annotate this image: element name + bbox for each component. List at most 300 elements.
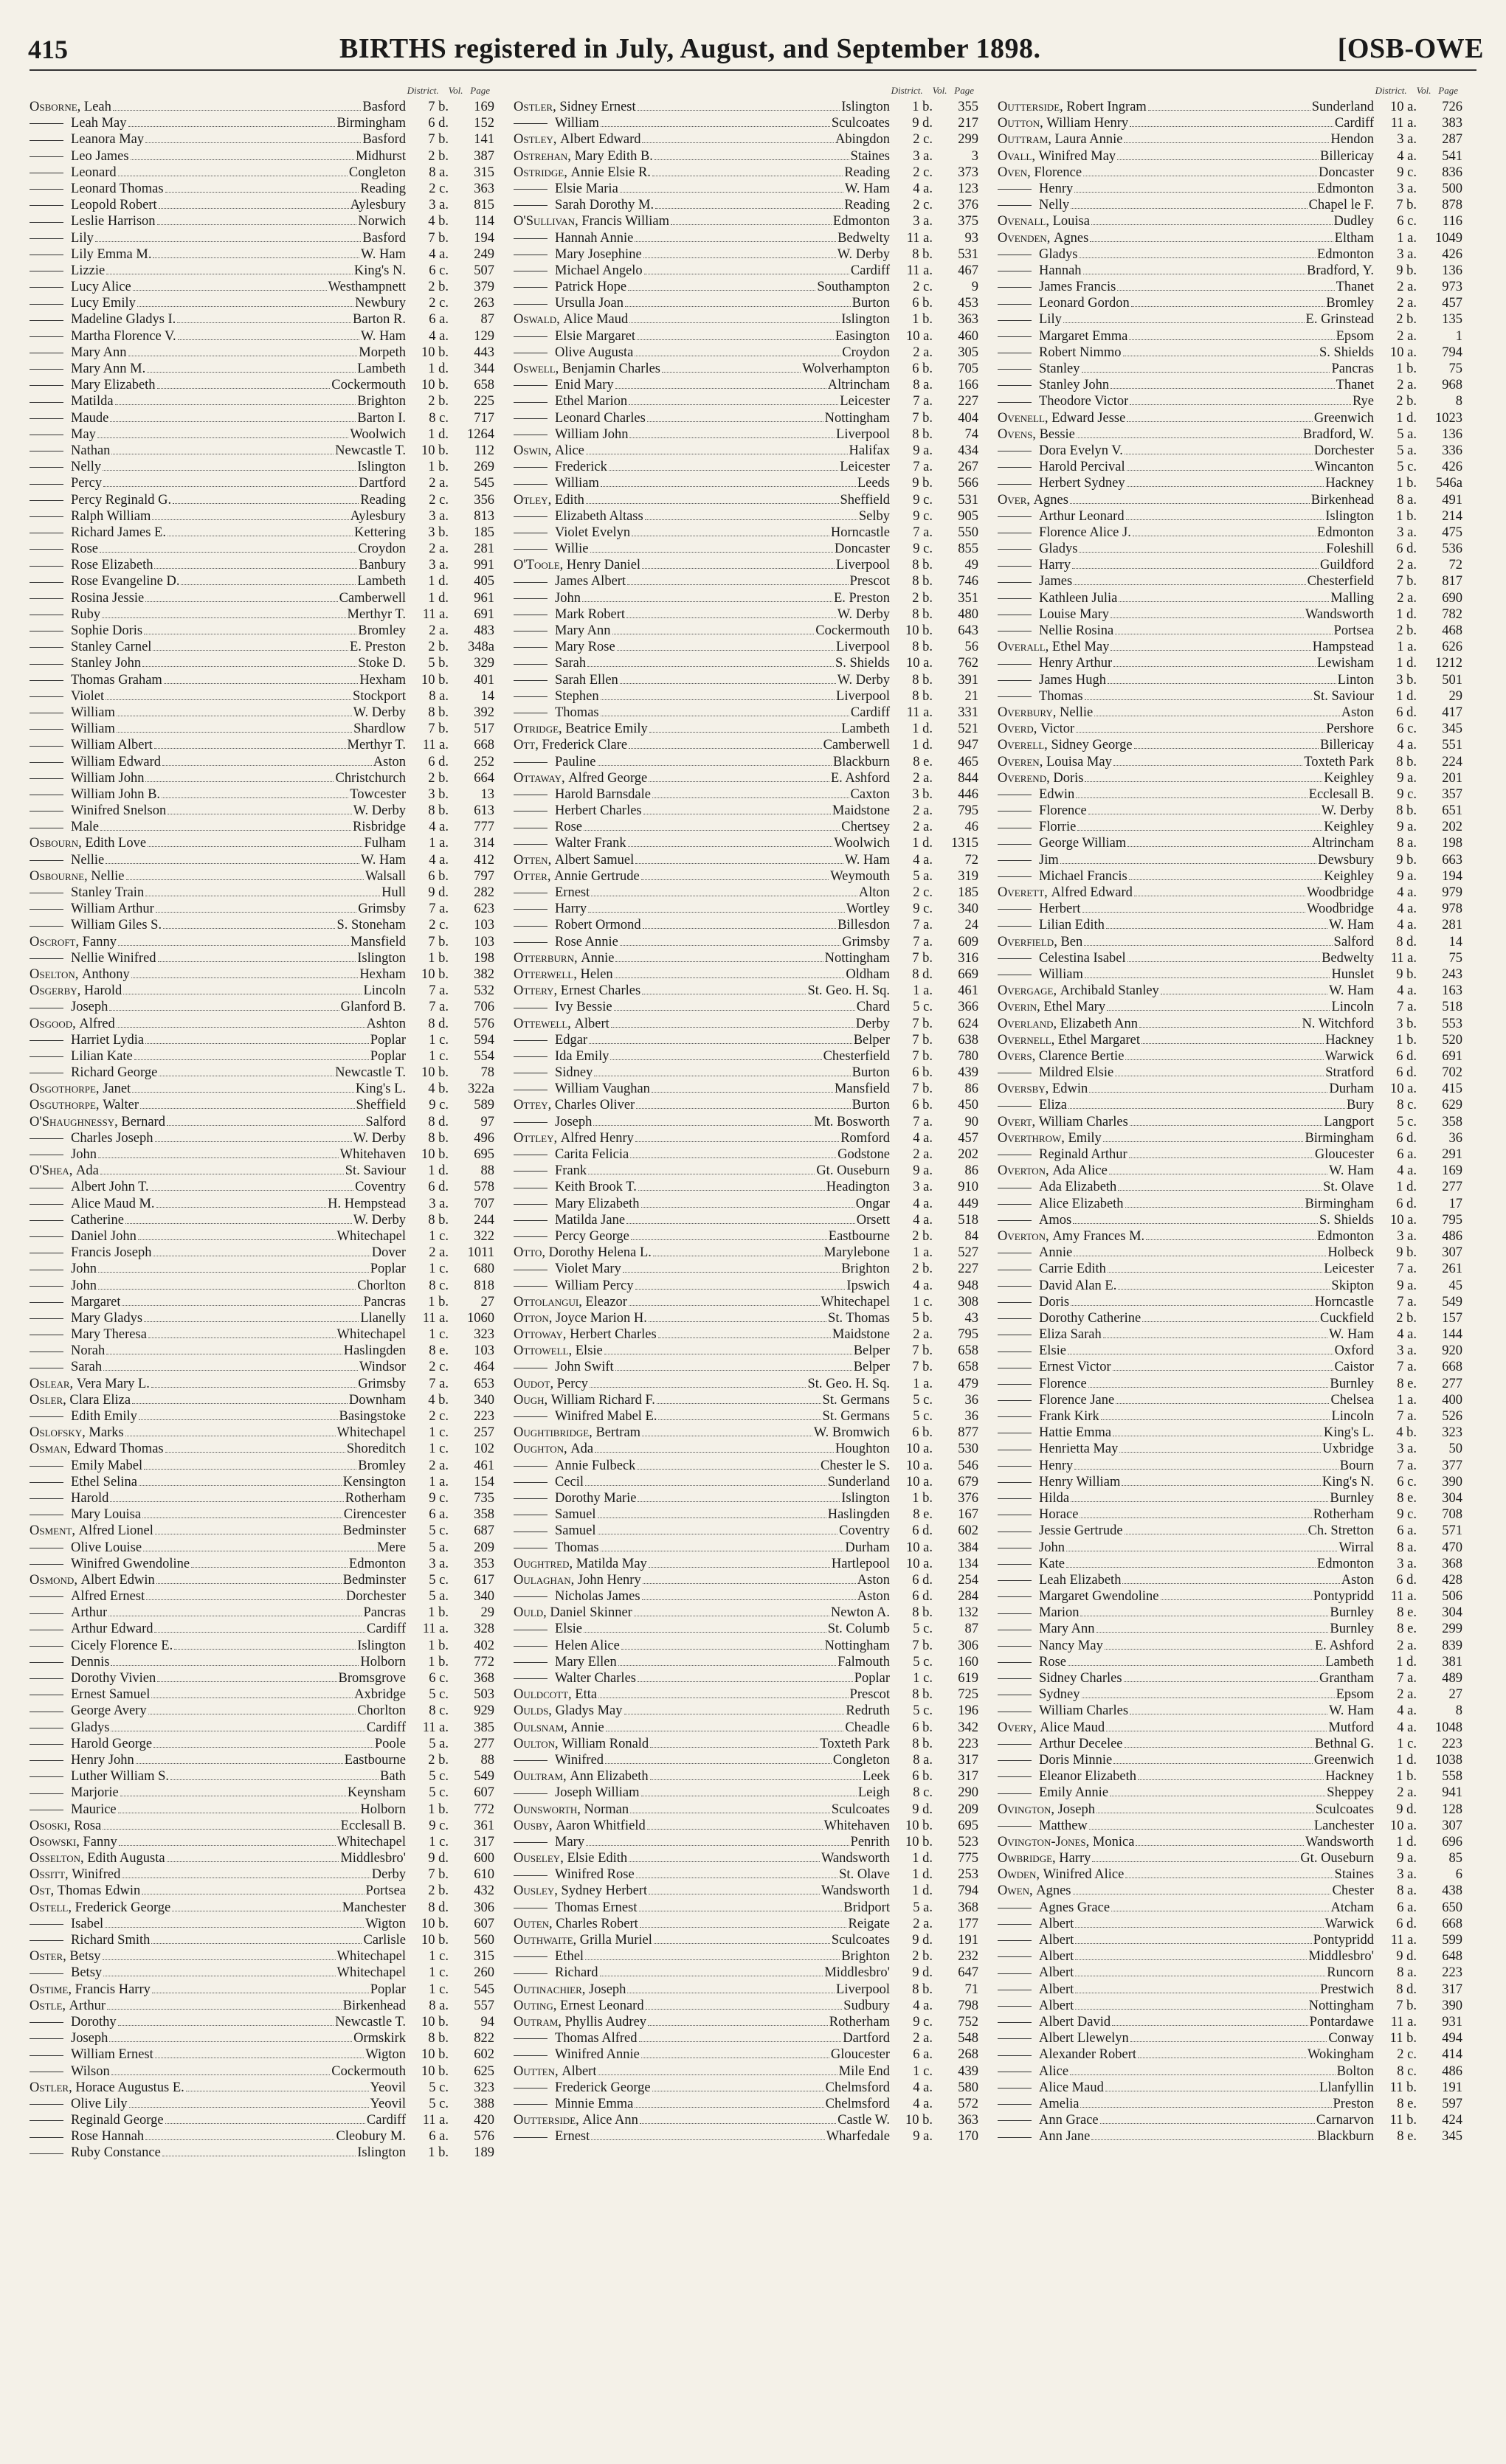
index-entry [30, 557, 494, 573]
entry-page: 387 [474, 148, 494, 164]
entry-page: 74 [964, 426, 978, 442]
entry-page: 420 [474, 2113, 494, 2128]
entry-volume: 3 a. [429, 508, 449, 524]
entry-volume: 4 a. [913, 2080, 933, 2095]
entry-volume: 11 b. [1389, 2113, 1417, 2128]
index-entry [514, 1768, 978, 1785]
index-entry [30, 835, 494, 851]
entry-given-names: Celestina Isabel [1039, 950, 1126, 966]
entry-page: 968 [1442, 378, 1462, 393]
entry-district: Birkenhead [342, 1998, 406, 2013]
leader-dots [145, 601, 337, 602]
ditto-dash [30, 1056, 63, 1057]
entry-page: 177 [958, 1916, 978, 1931]
entry-district: Bromsgrove [338, 1671, 406, 1686]
entry-given-names: Ernest Leonard [560, 1998, 644, 2013]
ditto-dash [514, 1171, 548, 1172]
entry-name [514, 983, 640, 999]
entry-volume: 4 a. [1397, 901, 1417, 917]
entry-district: Bethnal G. [1314, 1736, 1374, 1751]
entry-name [30, 1802, 117, 1818]
entry-surname: Osmond, [30, 1572, 81, 1588]
leader-dots [162, 797, 348, 798]
entry-name [30, 1130, 153, 1146]
entry-given-names: Rose [71, 541, 98, 557]
entry-volume: 7 a. [913, 394, 933, 409]
index-entry [998, 361, 1462, 377]
entry-given-names: Hannah [1039, 263, 1082, 278]
entry-volume: 1 c. [429, 1834, 449, 1849]
entry-volume: 6 d. [1396, 705, 1417, 720]
index-entry [998, 1245, 1462, 1261]
entry-volume: 4 a. [913, 181, 933, 196]
entry-page: 589 [474, 1098, 494, 1113]
entry-district: Merthyr T. [347, 606, 406, 622]
ditto-dash [514, 762, 548, 763]
entry-district: S. Stoneham [336, 918, 406, 933]
index-entry [514, 1654, 978, 1670]
leader-dots [630, 1157, 836, 1158]
entry-name [30, 295, 136, 311]
entry-district: Liverpool [836, 558, 890, 573]
entry-volume: 10 a. [906, 1458, 933, 1473]
entry-volume: 8 b. [1396, 803, 1417, 819]
ditto-dash [998, 1286, 1032, 1287]
leader-dots [100, 552, 356, 553]
entry-given-names: Robert Ingram [1066, 100, 1147, 114]
entry-page: 316 [958, 950, 978, 966]
entry-district: Portsea [1333, 623, 1374, 638]
entry-district: Maidstone [832, 1327, 890, 1343]
entry-name [998, 1245, 1072, 1261]
entry-volume: 8 b. [912, 558, 933, 573]
entry-district: Godstone [837, 1147, 890, 1162]
entry-district: Poplar [370, 1262, 406, 1277]
entry-name [30, 1998, 106, 2014]
ditto-dash [998, 1580, 1032, 1581]
entry-page: 947 [958, 738, 978, 753]
entry-district: Glanford B. [340, 1000, 406, 1015]
index-entry [30, 688, 494, 705]
entry-page: 323 [474, 2080, 494, 2095]
entry-volume: 1 c. [1397, 1736, 1417, 1751]
entry-given-names: Herbert Charles [570, 1327, 657, 1343]
leader-dots [145, 1043, 369, 1044]
ditto-dash [998, 336, 1032, 337]
entry-page: 629 [1442, 1098, 1462, 1113]
entry-volume: 1 d. [912, 1867, 933, 1883]
ditto-dash [514, 238, 548, 239]
entry-name [998, 1343, 1066, 1359]
entry-district: Whitechapel [336, 1425, 406, 1441]
entry-name [514, 131, 640, 148]
index-entry [998, 230, 1462, 246]
leader-dots [1085, 977, 1330, 978]
entry-name [998, 99, 1147, 115]
leader-dots [642, 568, 835, 569]
index-entry [998, 557, 1462, 573]
entry-volume: 8 c. [1397, 1098, 1417, 1113]
index-entry [998, 1998, 1462, 2014]
index-entry [514, 377, 978, 393]
entry-volume: 7 a. [1397, 1671, 1417, 1686]
entry-name [998, 803, 1087, 819]
entry-volume: 3 a. [1397, 1867, 1417, 1883]
entry-page: 21 [964, 688, 978, 704]
entry-volume: 2 a. [429, 476, 449, 491]
entry-district: Epsom [1336, 328, 1374, 344]
entry-page: 253 [958, 1867, 978, 1883]
leader-dots [148, 846, 362, 847]
index-entry [30, 246, 494, 263]
entry-given-names: Rose Annie [555, 934, 618, 949]
entry-name [998, 1408, 1099, 1425]
leader-dots [590, 1387, 806, 1388]
entry-district: Hunslet [1331, 966, 1374, 982]
entry-district: Eastbourne [344, 1752, 406, 1768]
ditto-dash [30, 566, 63, 567]
leader-dots [615, 961, 823, 962]
index-column-3 [998, 83, 1462, 2429]
entry-volume: 4 a. [913, 1196, 933, 1211]
entry-given-names: Aaron Whitfield [556, 1818, 646, 1833]
entry-volume: 7 b. [428, 721, 449, 737]
entry-page: 948 [958, 1278, 978, 1293]
entry-district: Hendon [1330, 132, 1374, 148]
entry-district: Edmonton [1316, 181, 1374, 196]
entry-page: 314 [474, 836, 494, 851]
entry-volume: 8 c. [429, 410, 449, 426]
index-columns [30, 83, 1484, 2429]
entry-name [514, 754, 596, 770]
entry-surname: Ostler, [30, 2080, 76, 2095]
entry-name [998, 197, 1069, 213]
entry-page: 553 [1442, 1016, 1462, 1031]
entry-given-names: Maurice [71, 1802, 117, 1817]
entry-given-names: Francis William [581, 214, 669, 229]
ditto-dash [998, 1596, 1032, 1597]
column-header [514, 83, 978, 99]
leader-dots [132, 1092, 354, 1093]
entry-given-names: Betsy [69, 1949, 101, 1965]
leader-dots [1084, 945, 1332, 946]
entry-surname: Overend, [998, 770, 1054, 786]
entry-volume: 2 a. [1397, 590, 1417, 606]
entry-given-names: Rose [555, 820, 582, 835]
ditto-dash [30, 484, 63, 485]
entry-surname: Ouldcott, [514, 1687, 576, 1703]
leader-dots [629, 748, 822, 749]
ditto-dash [30, 336, 63, 337]
leader-dots [658, 1337, 831, 1338]
entry-volume: 2 c. [429, 492, 449, 508]
entry-name [998, 885, 1133, 901]
entry-given-names: Albert Samuel [554, 852, 635, 868]
entry-name [514, 1032, 587, 1048]
entry-page: 461 [474, 1458, 494, 1473]
entry-surname: Overton, [998, 1163, 1053, 1179]
entry-given-names: Gladys [1039, 541, 1078, 557]
entry-surname: Osgerby, [30, 983, 84, 999]
entry-given-names: William John B. [71, 786, 161, 802]
entry-name [998, 165, 1082, 181]
entry-volume: 7 b. [428, 1867, 449, 1883]
leader-dots [1119, 601, 1329, 602]
leader-dots [98, 1157, 339, 1158]
entry-page: 223 [474, 1409, 494, 1424]
entry-name [30, 115, 127, 131]
entry-given-names: Joseph [1057, 1802, 1095, 1817]
index-entry [30, 1065, 494, 1081]
entry-district: Houghton [835, 1442, 890, 1457]
entry-page: 8 [1455, 394, 1462, 409]
index-entry [998, 606, 1462, 623]
index-entry [998, 868, 1462, 885]
entry-name [998, 754, 1112, 770]
entry-volume: 8 e. [1397, 1490, 1417, 1506]
entry-volume: 4 b. [428, 1392, 449, 1408]
entry-name [998, 966, 1083, 983]
entry-page: 304 [1442, 1490, 1462, 1506]
entry-name [30, 279, 131, 295]
index-entry [998, 246, 1462, 263]
entry-surname: Oswin, [514, 443, 555, 458]
entry-district: Congleton [348, 165, 406, 180]
ditto-dash [30, 1940, 63, 1941]
entry-volume: 6 a. [1397, 1900, 1417, 1915]
ditto-dash [30, 156, 63, 157]
entry-name [514, 590, 581, 606]
entry-name [30, 459, 101, 475]
index-entry [514, 1948, 978, 1965]
entry-volume: 1 d. [1396, 410, 1417, 426]
entry-given-names: Harry [555, 901, 587, 917]
entry-given-names: Louise Mary [1039, 606, 1110, 622]
index-entry [998, 263, 1462, 279]
entry-district: Halifax [849, 443, 890, 458]
entry-name [998, 1441, 1118, 1457]
entry-volume: 11 a. [906, 263, 933, 278]
entry-given-names: Albert [574, 1016, 609, 1031]
entry-page: 794 [1442, 345, 1462, 360]
index-entry [30, 606, 494, 623]
entry-given-names: William John [555, 426, 629, 442]
entry-name [514, 1818, 646, 1834]
entry-name [30, 1768, 169, 1785]
leader-dots [173, 503, 359, 504]
entry-name [30, 2030, 108, 2046]
entry-page: 780 [958, 1048, 978, 1064]
leader-dots [1131, 306, 1324, 307]
ditto-dash [30, 909, 63, 910]
index-entry [30, 901, 494, 917]
entry-given-names: Arthur [71, 1605, 108, 1621]
entry-given-names: Ethel Marion [555, 394, 628, 409]
entry-volume: 4 a. [1397, 1327, 1417, 1343]
leader-dots [647, 421, 823, 422]
entry-volume: 9 c. [913, 492, 933, 508]
entry-volume: 6 d. [912, 1572, 933, 1588]
index-entry [998, 1359, 1462, 1375]
entry-district: Burnley [1330, 1490, 1374, 1506]
entry-volume: 8 c. [429, 1703, 449, 1719]
entry-name [998, 459, 1125, 475]
leader-dots [131, 159, 355, 160]
entry-district: Basford [362, 100, 406, 114]
entry-page: 281 [474, 541, 494, 557]
entry-district: W. Ham [1329, 983, 1374, 999]
entry-name [30, 426, 96, 443]
index-entry [998, 410, 1462, 426]
entry-page: 453 [958, 296, 978, 311]
entry-surname: Owden, [998, 1867, 1043, 1883]
ditto-dash [514, 402, 548, 403]
entry-page: 546a [1436, 476, 1462, 491]
entry-district: Woolwich [834, 836, 890, 851]
entry-district: Sunderland [1311, 100, 1374, 114]
entry-given-names: Sarah Ellen [555, 672, 618, 688]
leader-dots [629, 1861, 820, 1862]
index-entry [514, 639, 978, 655]
entry-page: 532 [474, 983, 494, 999]
entry-name [30, 2046, 153, 2063]
leader-dots [628, 290, 815, 291]
entry-page: 450 [958, 1098, 978, 1113]
entry-district: Staines [1334, 1867, 1374, 1883]
entry-given-names: Richard [555, 1965, 598, 1981]
leader-dots [662, 372, 801, 373]
entry-page: 647 [958, 1965, 978, 1981]
entry-page: 746 [958, 574, 978, 589]
entry-name [998, 770, 1083, 786]
entry-name [514, 1343, 603, 1359]
entry-given-names: Ada Elizabeth [1039, 1180, 1117, 1195]
entry-district: Hackney [1325, 1032, 1374, 1048]
entry-volume: 6 d. [1396, 1916, 1417, 1931]
entry-given-names: Francis Joseph [71, 1245, 152, 1261]
entry-page: 822 [474, 2031, 494, 2046]
ditto-dash [30, 2120, 63, 2121]
entry-surname: Osman, [30, 1442, 75, 1457]
entry-page: 267 [958, 460, 978, 475]
index-entry [30, 1474, 494, 1490]
entry-given-names: Fanny [82, 934, 117, 949]
entry-district: Chertsey [841, 820, 890, 835]
entry-district: Merthyr T. [347, 738, 406, 753]
entry-name [514, 246, 642, 263]
entry-given-names: Thomas [555, 705, 599, 720]
entry-name [514, 541, 589, 557]
index-entry [514, 1965, 978, 1981]
entry-volume: 8 a. [429, 688, 449, 704]
entry-name [998, 230, 1088, 246]
entry-district: Birmingham [1305, 1130, 1374, 1146]
index-entry [514, 852, 978, 868]
ditto-dash [998, 664, 1032, 665]
entry-name [998, 655, 1112, 671]
index-entry [514, 1900, 978, 1916]
entry-given-names: Marion [1039, 1605, 1080, 1621]
entry-volume: 4 a. [913, 1278, 933, 1293]
entry-district: Blackburn [832, 754, 890, 769]
index-entry [998, 345, 1462, 361]
entry-surname: Osbourn, [30, 836, 86, 851]
index-entry [30, 1752, 494, 1768]
leader-dots [181, 584, 356, 585]
entry-name [514, 2046, 640, 2063]
entry-given-names: Harry [1039, 558, 1071, 573]
ditto-dash [998, 189, 1032, 190]
entry-page: 557 [474, 1998, 494, 2013]
entry-district: King's N. [1322, 1474, 1374, 1489]
entry-given-names: Rosina Jessie [71, 590, 145, 606]
entry-name [514, 1621, 582, 1637]
entry-district: Langport [1324, 1114, 1374, 1129]
entry-page: 290 [958, 1785, 978, 1801]
entry-volume: 1 b. [428, 1654, 449, 1669]
entry-given-names: Ernest [555, 885, 590, 900]
entry-name [998, 1556, 1065, 1572]
entry-page: 501 [1442, 672, 1462, 688]
entry-given-names: Harold [83, 983, 122, 999]
index-entry [514, 1703, 978, 1719]
entry-page: 931 [1442, 2014, 1462, 2029]
entry-surname: Ovenall, [998, 214, 1053, 229]
entry-district: Edmonton [1316, 1228, 1374, 1244]
entry-volume: 8 e. [1397, 1376, 1417, 1391]
entry-given-names: Thomas Alfred [555, 2031, 638, 2046]
entry-given-names: Samuel [555, 1507, 596, 1523]
index-entry [30, 1359, 494, 1375]
entry-given-names: William [555, 476, 599, 491]
ditto-dash [998, 680, 1032, 681]
entry-volume: 8 b. [428, 1212, 449, 1228]
entry-page: 855 [958, 541, 978, 557]
entry-district: Staines [850, 148, 890, 164]
entry-name [30, 263, 105, 279]
entry-page: 486 [1442, 2063, 1462, 2079]
entry-page: 277 [1442, 1376, 1462, 1391]
entry-page: 941 [1442, 1785, 1462, 1801]
entry-surname: Outterside, [998, 100, 1067, 114]
entry-district: Burton [852, 296, 890, 311]
entry-page: 752 [958, 2014, 978, 2029]
entry-surname: Oughton, [514, 1442, 571, 1457]
ditto-dash [514, 189, 548, 190]
entry-page: 920 [1442, 1343, 1462, 1359]
index-entry [998, 393, 1462, 409]
ditto-dash [998, 1678, 1032, 1679]
entry-page: 415 [1442, 1082, 1462, 1097]
entry-district: Cardiff [366, 1622, 406, 1637]
index-entry [514, 1425, 978, 1441]
entry-surname: Ost, [30, 1883, 58, 1899]
leader-dots [109, 2041, 352, 2042]
entry-district: Hexham [359, 672, 406, 688]
entry-volume: 8 a. [913, 378, 933, 393]
entry-surname: Oudot, [514, 1376, 557, 1391]
leader-dots [1122, 1485, 1320, 1486]
index-entry [514, 393, 978, 409]
entry-name [30, 737, 153, 753]
entry-district: St. Olave [1323, 1180, 1374, 1195]
entry-volume: 2 b. [428, 280, 449, 295]
index-entry [514, 1278, 978, 1294]
index-entry [514, 279, 978, 295]
entry-name [514, 770, 647, 786]
ditto-dash [998, 287, 1032, 288]
entry-volume: 2 a. [1397, 296, 1417, 311]
